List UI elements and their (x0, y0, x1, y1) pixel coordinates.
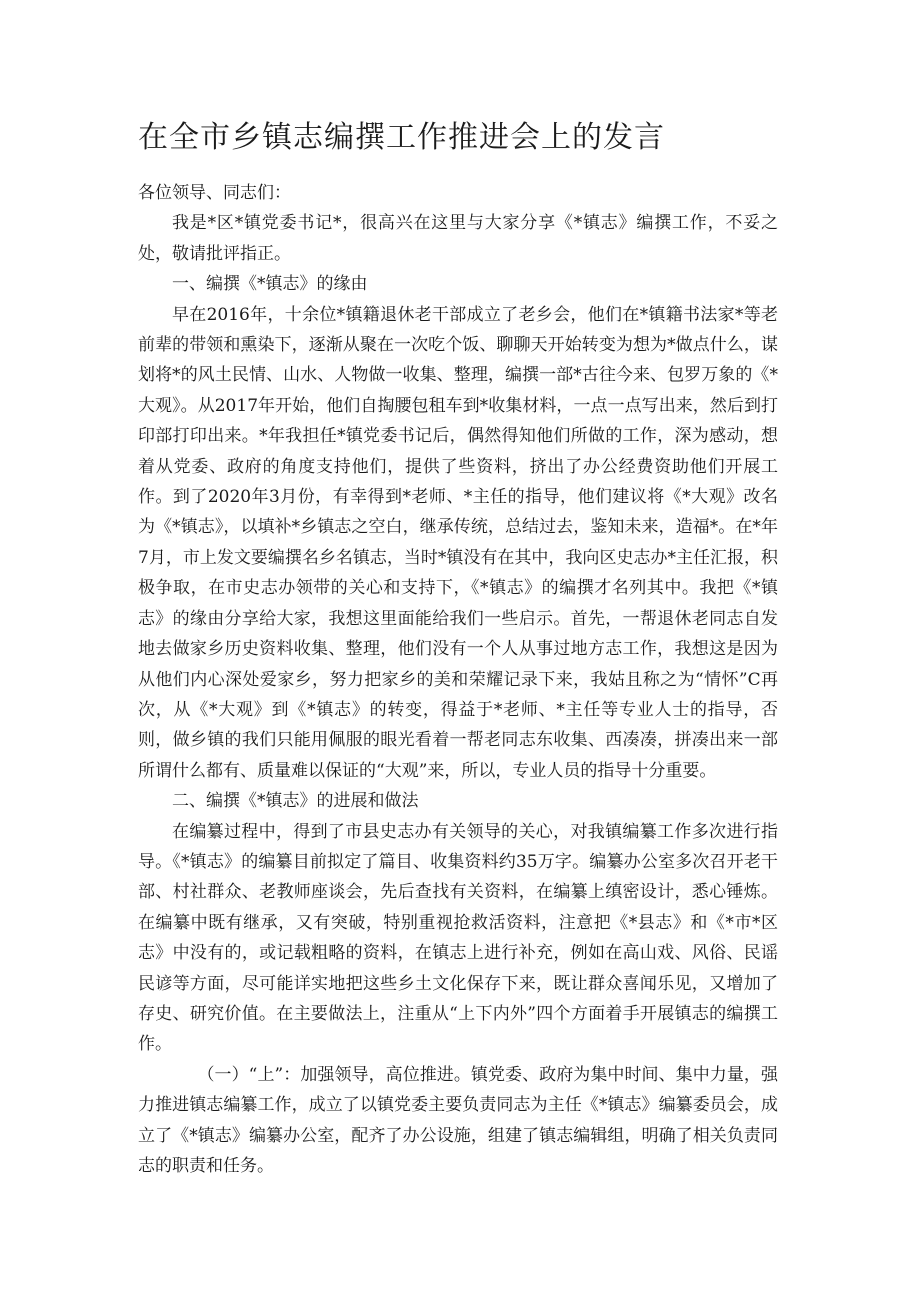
section-2-paragraph: 在编纂过程中，得到了市县史志办有关领导的关心，对我镇编纂工作多次进行指导。《*镇志》的编纂目前拟定了篇目、收集资料约35万字。编纂办公室多次召开老干部、村社群众、老教师座谈会，先后查找有关资料，在编纂上缜密设计，悉心锤炼。在编纂中既有继承，又有突破，特别重视抢救活资料，注意把《*县志》和《*市*区志》中没有的，或记载粗略的资料，在镇志上进行补充，例如在高山戏、风俗、民谣民谚等方面，尽可能详实地把这些乡土文化保存下来，既让群众喜闻乐见，又增加了存史、研究价值。在主要做法上，注重从“上下内外”四个方面着手开展镇志的编撰工作。 (138, 821, 778, 1055)
document-title: 在全市乡镇志编撰工作推进会上的发言 (138, 120, 665, 155)
section-heading-1: 一、编撰《*镇志》的缘由 (172, 274, 368, 295)
section-1-paragraph: 早在2016年，十余位*镇籍退休老干部成立了老乡会，他们在*镇籍书法家*等老前辈的带领和熏染下，逐渐从聚在一次吃个饭、聊聊天开始转变为想为*做点什么，谋划将*的风土民情、山水、人物做一收集、整理，编撰一部*古往今来、包罗万象的《*大观》。从2017年开始，他们自掏腰包租车到*收集材料，一点一点写出来，然后到打印部打印出来。*年我担任*镇党委书记后，偶然得知他们所做的工作，深为感动，想着从党委、政府的角度支持他们，提供了些资料，挤出了办公经费资助他们开展工作。到了2020年3月份，有幸得到*老师、*主任的指导，他们建议将《*大观》改名为《*镇志》，以填补*乡镇志之空白，继承传统，总结过去，鉴知未来，造福*。在*年7月，市上发文要编撰名乡名镇志，当时*镇没有在其中，我向区史志办*主任汇报，积极争取，在市史志办领带的关心和支持下，《*镇志》的编撰才名列其中。我把《*镇志》的缘由分享给大家，我想这里面能给我们一些启示。首先，一帮退休老同志自发地去做家乡历史资料收集、整理，他们没有一个人从事过地方志工作，我想这是因为从他们内心深处爱家乡，努力把家乡的美和荣耀记录下来，我姑且称之为“情怀”C再次，从《*大观》到《*镇志》的转变，得益于*老师、*主任等专业人士的指导，否则，做乡镇的我们只能用佩服的眼光看着一帮老同志东收集、西凑凑，拼凑出来一部所谓什么都有、质量难以保证的“大观”来，所以，专业人员的指导十分重要。 (138, 304, 778, 781)
subsection-1-paragraph: （一）“上”：加强领导，高位推进。镇党委、政府为集中时间、集中力量，强力推进镇志编纂工作，成立了以镇党委主要负责同志为主任《*镇志》编纂委员会，成立了《*镇志》编纂办公室，配齐了办公设施，组建了镇志编辑组，明确了相关负责同志的职责和任务。 (138, 1064, 778, 1176)
intro-paragraph: 我是*区*镇党委书记*，很高兴在这里与大家分享《*镇志》编撰工作，不妥之处，敬请批评指正。 (138, 213, 778, 264)
salutation: 各位领导、同志们： (138, 183, 291, 203)
document-body (138, 178, 778, 1181)
section-heading-2: 二、编撰《*镇志》的进展和做法 (172, 791, 419, 812)
